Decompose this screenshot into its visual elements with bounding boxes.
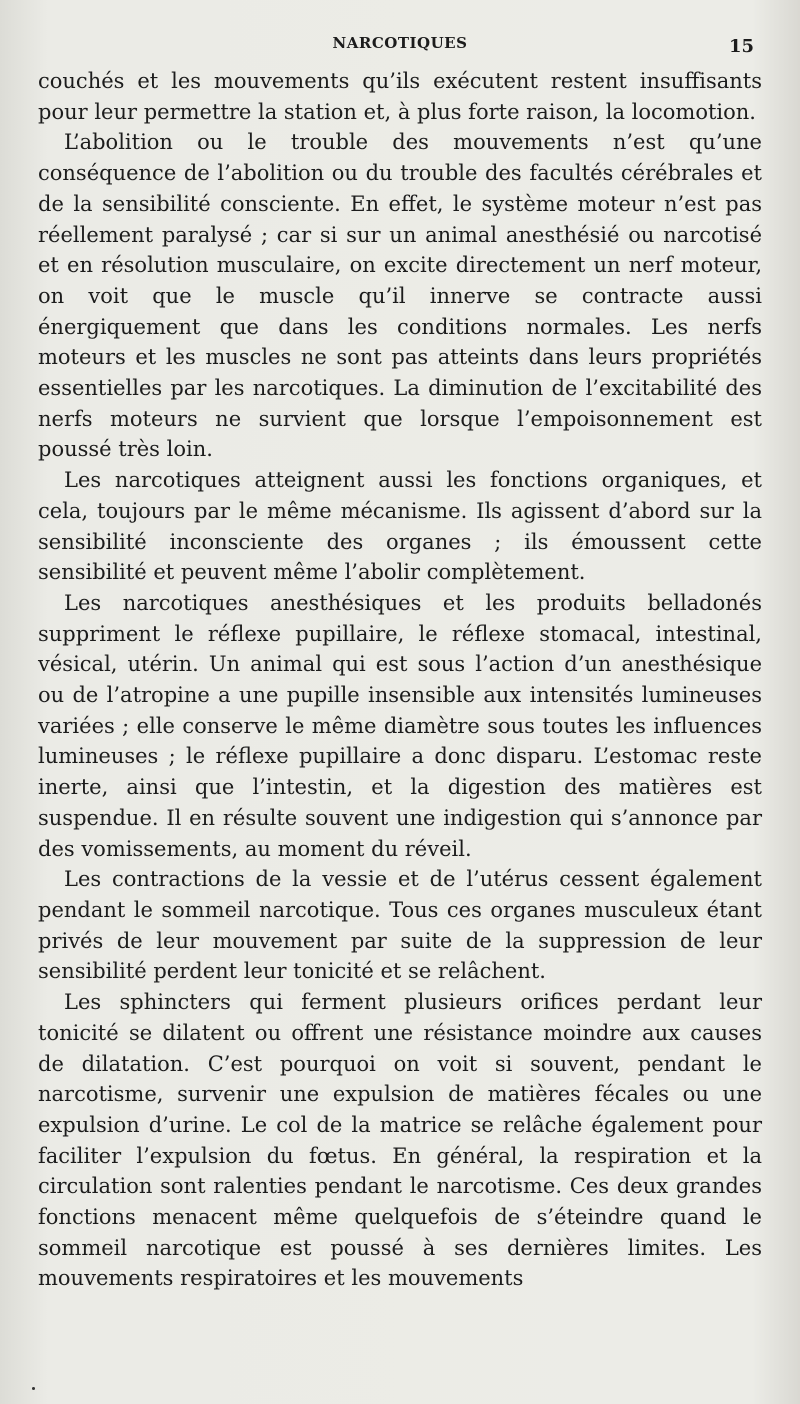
page-number: 15 bbox=[728, 36, 754, 57]
running-title: NARCOTIQUES bbox=[332, 34, 468, 52]
body-text bbox=[38, 66, 762, 1294]
page-header bbox=[38, 30, 762, 60]
paragraph: L’abolition ou le trouble des mouvements n’est qu’une conséquence de l’abolition ou du trouble des facultés cérébrales et de la sensibilité consciente. En effet, le système moteur n’est pas réellement paralysé ; car si sur un animal anesthésié ou narcotisé et en résolution musculaire, on excite directement un nerf moteur, on voit que le muscle qu’il innerve se contracte aussi énergiquement que dans les conditions normales. Les nerfs moteurs et les muscles ne sont pas atteints dans leurs propriétés essentielles par les narcotiques. La diminution de l’excitabilité des nerfs moteurs ne survient que lorsque l’empoisonnement est poussé très loin. bbox=[38, 130, 762, 462]
ink-speck bbox=[32, 1387, 35, 1390]
paragraph: Les narcotiques anesthésiques et les produits belladonés suppriment le réflexe pupillaire, le réflexe stomacal, intestinal, vésical, utérin. Un animal qui est sous l’action d’un anesthésique ou de l’atropine a une pupille insensible aux intensités lumineuses variées ; elle conserve le même diamètre sous toutes les influences lumineuses ; le réflexe pupillaire a donc disparu. L’estomac reste inerte, ainsi que l’intestin, et la digestion des matières est suspendue. Il en résulte souvent une indigestion qui s’annonce par des vomissements, au moment du réveil. bbox=[38, 590, 762, 861]
paragraph: Les contractions de la vessie et de l’utérus cessent également pendant le sommeil narcotique. Tous ces organes musculeux étant privés de leur mouvement par suite de la suppression de leur sensibilité perdent leur tonicité et se relâchent. bbox=[38, 867, 762, 984]
paragraph: couchés et les mouvements qu’ils exécutent restent insuffisants pour leur permettre la station et, à plus forte raison, la locomotion. bbox=[38, 69, 762, 124]
paragraph: Les sphincters qui ferment plusieurs orifices perdant leur tonicité se dilatent ou offrent une résistance moindre aux causes de dilatation. C’est pourquoi on voit si souvent, pendant le narcotisme, survenir une expulsion de matières fécales ou une expulsion d’urine. Le col de la matrice se relâche également pour faciliter l’expulsion du fœtus. En général, la respiration et la circulation sont ralenties pendant le narcotisme. Ces deux grandes fonctions menacent même quelquefois de s’éteindre quand le sommeil narcotique est poussé à ses dernières limites. Les mouvements respiratoires et les mouvements bbox=[38, 990, 762, 1291]
paragraph: Les narcotiques atteignent aussi les fonctions organiques, et cela, toujours par le même mécanisme. Ils agissent d’abord sur la sensibilité inconsciente des organes ; ils émoussent cette sensibilité et peuvent même l’abolir complètement. bbox=[38, 468, 762, 585]
